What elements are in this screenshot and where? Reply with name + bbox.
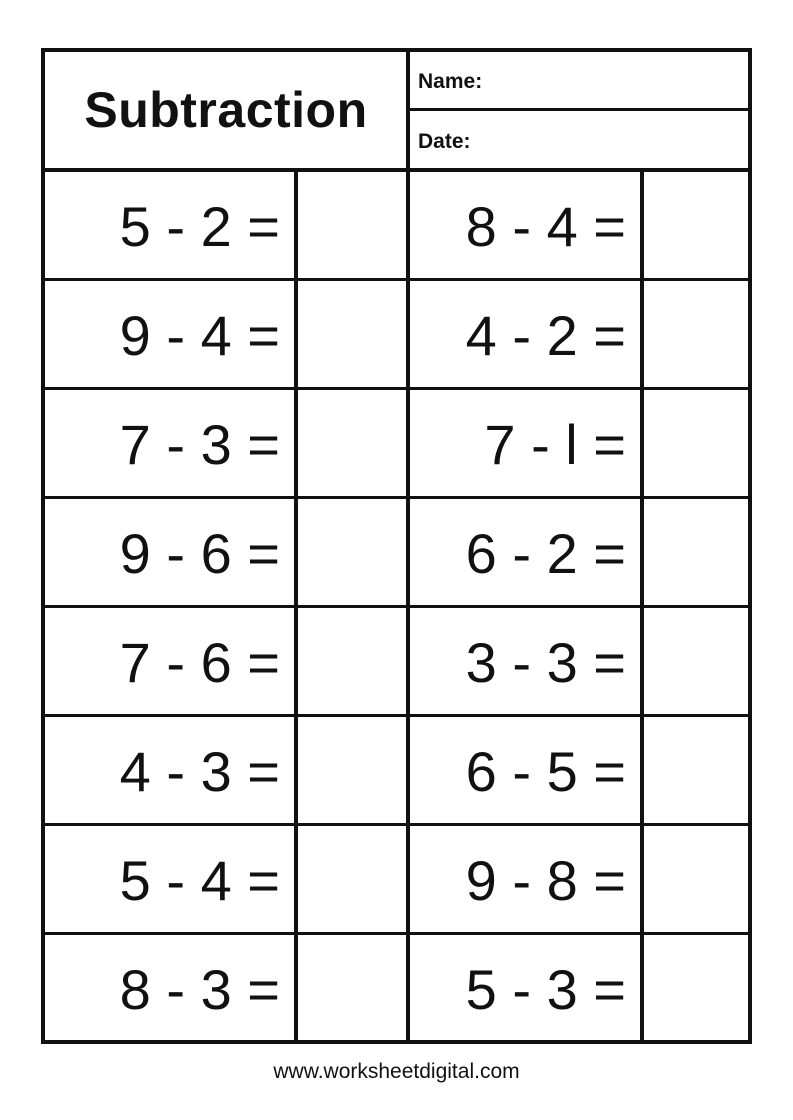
problem-right: 4 - 2 = <box>465 303 626 367</box>
problem-left: 9 - 4 = <box>119 303 280 367</box>
problem-left: 7 - 3 = <box>119 412 280 476</box>
answer-box-right[interactable] <box>644 717 748 825</box>
problem-left: 5 - 2 = <box>119 194 280 258</box>
answer-box-right[interactable] <box>644 608 748 716</box>
date-label: Date: <box>418 130 471 153</box>
answer-box-right[interactable] <box>644 826 748 934</box>
border-right <box>748 48 752 1044</box>
problem-right: 9 - 8 = <box>465 848 626 912</box>
problem-right: 8 - 4 = <box>465 194 626 258</box>
answer-box-left[interactable] <box>298 390 406 498</box>
answer-box-left[interactable] <box>298 172 406 280</box>
name-label: Name: <box>418 70 483 93</box>
answer-box-right[interactable] <box>644 935 748 1043</box>
footer-url: www.worksheetdigital.com <box>273 1060 520 1083</box>
answer-box-left[interactable] <box>298 826 406 934</box>
problem-right: 6 - 5 = <box>465 739 626 803</box>
answer-box-left[interactable] <box>298 717 406 825</box>
answer-box-right[interactable] <box>644 172 748 280</box>
worksheet-title: Subtraction <box>84 82 368 138</box>
date-field[interactable] <box>510 115 744 167</box>
problem-left: 7 - 6 = <box>119 630 280 694</box>
answer-box-right[interactable] <box>644 281 748 389</box>
problem-right: 3 - 3 = <box>465 630 626 694</box>
answer-box-left[interactable] <box>298 281 406 389</box>
answer-box-left[interactable] <box>298 935 406 1043</box>
name-date-separator <box>406 108 752 111</box>
answer-box-right[interactable] <box>644 390 748 498</box>
answer-box-left[interactable] <box>298 608 406 716</box>
problem-left: 4 - 3 = <box>119 739 280 803</box>
problem-right: 7 - l = <box>484 412 626 476</box>
problem-left: 8 - 3 = <box>119 957 280 1021</box>
problem-left: 5 - 4 = <box>119 848 280 912</box>
problem-right: 5 - 3 = <box>465 957 626 1021</box>
problem-left: 9 - 6 = <box>119 521 280 585</box>
name-field[interactable] <box>520 56 744 104</box>
problem-right: 6 - 2 = <box>465 521 626 585</box>
answer-box-left[interactable] <box>298 499 406 607</box>
answer-box-right[interactable] <box>644 499 748 607</box>
